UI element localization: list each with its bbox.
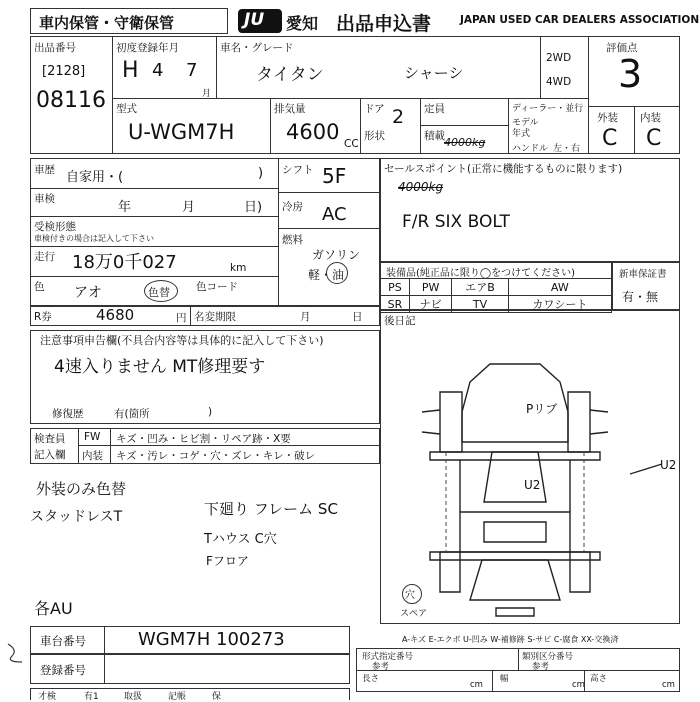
interior-items: キズ・汚レ・コゲ・穴・ズレ・キレ・破レ [116,450,316,462]
doors-label: ドア [364,103,385,115]
inspector-entry-label: 記入欄 [34,449,66,461]
logo-mark: JU [244,10,265,30]
class-ref-label: 参考 [532,662,550,672]
first-reg-month: 7 [186,60,198,81]
divider [540,36,541,98]
inspection-month: 月 [182,200,196,215]
divider [112,36,113,154]
model-name-label: 車名・グレード [220,42,294,54]
spare-circle [402,584,422,604]
chassis-value: WGM7H 100273 [138,629,285,650]
color-change: 色替 [148,286,170,299]
bottom-row [30,688,350,700]
lot-code: [2128] [42,64,86,79]
later-note-label: 後日記 [384,315,416,327]
divider [278,228,380,229]
divider [112,98,588,99]
sales-point-value: F/R SIX BOLT [402,212,510,232]
bottom-cell-5: 保 [212,692,222,702]
score-label: 評価点 [606,42,638,54]
divider [110,428,111,464]
reg-deadline-day: 日 [352,311,363,323]
equipment-label: 装備品(純正品に限り◯をつけてください) [386,268,575,279]
bottom-cell-3: 取扱 [124,692,143,702]
inspector-note-3: 下廻り フレーム SC [204,500,338,518]
displacement-unit: CC [344,138,359,150]
sales-point-struck: 4000kg [398,180,444,194]
model-year-label: モデル [512,118,539,128]
divider [78,428,79,464]
ext-grade: C [602,126,618,151]
drive-4wd: 4WD [546,76,572,88]
divider [588,36,589,154]
recycle-value: 4680 [96,306,135,324]
divider [420,125,508,126]
fuel-option: 軽・油 [308,268,345,282]
warranty-label: 新車保証書 [619,269,667,280]
width-unit: cm [572,680,585,690]
handle-label: ハンドル [512,144,549,154]
color-value: アオ [74,285,102,301]
cab-front [430,452,600,460]
first-reg-year: 4 [152,60,164,81]
height-label: 高さ [590,674,608,684]
inspection-label: 車検 [34,193,55,205]
equipment-table [380,278,612,313]
displacement-label: 排気量 [274,103,306,115]
doors-value: 2 [392,106,405,128]
int-grade: C [646,126,662,151]
sales-point-label: セールスポイント(正常に機能するものに限ります) [384,163,623,175]
equip-sr: SR [381,296,410,313]
divider [634,106,635,154]
spare-label: スペア [400,609,428,619]
repair-label: 修復歴 [52,408,84,420]
car-left-front [440,392,462,452]
left-title-box [30,8,228,34]
reg-deadline-label: 名変期限 [194,311,236,323]
car-body [460,512,570,552]
inspector-label: 検査員 [34,433,66,445]
capacity-label: 定員 [424,103,445,115]
english-title: JAPAN USED CAR DEALERS ASSOCIATION [460,14,700,26]
divider [104,654,105,684]
aircon-label: 冷房 [282,201,303,213]
drive-2wd: 2WD [546,52,572,64]
dealer-label: ディーラー・並行 [512,104,584,114]
car-rear [470,560,560,600]
model-code-label: 型式 [116,103,137,115]
history-close: ) [258,166,264,181]
mileage-label: 走行 [34,251,55,263]
ext-label: 外装 [597,112,618,124]
load-value: 4000kg [444,136,486,149]
width-label: 幅 [500,674,509,684]
status-label: 受検形態 [34,221,76,233]
month-unit: 月 [202,89,212,99]
class-number-label: 類別区分番号 [522,652,574,662]
divider [584,670,585,692]
divider [278,158,279,306]
aircon-value: AC [322,204,347,225]
divider [492,670,493,692]
divider [360,98,361,154]
shift-label: シフト [282,164,314,176]
inspection-year: 年 [118,200,132,215]
left-title: 車内保管・守衛保管 [39,14,175,32]
history-value: 自家用・( [66,170,124,185]
equip-airbag: エアB [452,279,508,296]
fuel-circle [326,262,348,284]
inspector-note-4: Tハウス C穴 [204,532,277,547]
model-grade: シャーシ [404,64,464,82]
history-label: 車歴 [34,164,55,176]
color-code-label: 色コード [196,281,238,293]
divider [420,98,421,154]
model-code: U-WGM7H [128,120,235,144]
fuel-label: 燃料 [282,234,303,246]
inspector-note-5: Fフロア [206,554,249,568]
equip-tv: TV [452,296,508,313]
repair-close: ) [208,406,213,418]
color-change-circle [144,280,178,302]
lot-label: 出品番号 [34,42,76,54]
diagram-label-mid: U2 [524,478,541,492]
fw-label: FW [84,431,101,443]
repair-value: 有(箇所 [114,408,150,420]
color-label: 色 [34,281,45,293]
equip-ps: PS [381,279,410,296]
equip-leather: カワシート [508,296,611,313]
divider [356,670,680,671]
divider [30,246,278,247]
ju-logo [238,9,282,33]
divider [30,188,278,189]
lot-number: 08116 [36,88,106,113]
notes-text: 4速入りません MT修理要す [54,357,266,377]
car-diagram [400,352,630,622]
shift-value: 5F [322,164,347,188]
divider [518,648,519,670]
side-pointer [628,460,664,478]
reg-number-label: 登録番号 [40,663,86,677]
warranty-value: 有・無 [622,290,659,304]
notes-label: 注意事項申告欄(不具合内容等は具体的に記入して下さい) [40,334,324,347]
divider [104,626,105,654]
divider [278,192,380,193]
equip-navi: ナビ [409,296,451,313]
bottom-cell-4: 記帳 [168,692,187,702]
handle-options: 左・右 [553,144,581,154]
form-ref-label: 参考 [372,662,390,672]
int-label: 内装 [640,112,661,124]
spare-circle-mark: 穴 [405,590,415,601]
bottom-cell-1: 才検 [38,692,57,702]
diagram-label-side: U2 [660,458,677,472]
damage-legend: A-キズ E-エクボ U-凹み W-補修跡 S-サビ C-腐食 XX-交換済 [402,635,619,644]
fw-items: キズ・凹み・ヒビ割・リペア跡・X要 [116,433,291,445]
recycle-unit: 円 [176,312,187,324]
divider [30,276,278,277]
margin-mark [4,640,28,666]
first-reg-label: 初度登録年月 [116,42,179,54]
displacement-value: 4600 [286,120,340,144]
bottom-cell-2: 有1 [84,692,99,702]
chassis-label: 車台番号 [40,634,86,648]
first-reg-era: H [122,58,139,83]
car-right-front [568,392,590,452]
year-label: 年式 [512,129,531,139]
equip-pw: PW [409,279,451,296]
inspection-day: 日) [244,200,263,215]
form-number-label: 形式指定番号 [362,652,414,662]
diagram-label-top: Pリブ [526,402,558,416]
fuel-value: ガソリン [312,248,361,262]
mileage-unit: km [230,262,247,274]
model-name: タイタン [256,65,324,85]
interior-label: 内装 [82,450,103,462]
shape-label: 形状 [364,130,385,142]
score-value: 3 [618,52,643,96]
status-note: 車検付きの場合は記入して下さい [34,234,154,243]
load-label: 積載 [424,130,445,142]
length-label: 長さ [362,674,380,684]
height-unit: cm [662,680,675,690]
divider [216,36,217,98]
length-unit: cm [470,680,483,690]
inspector-note-2: スタッドレスT [30,509,123,525]
recycle-label: R券 [34,311,52,323]
logo-text: 愛知 [286,14,319,33]
inspector-note-1: 外装のみ色替 [36,480,127,498]
divider [30,216,278,217]
reg-deadline-month: 月 [300,311,311,323]
divider [270,98,271,154]
inspector-note-6: 各AU [34,599,73,618]
mileage-value: 18万0千027 [72,252,177,273]
sheet-title: 出品申込書 [336,13,432,35]
equip-aw: AW [508,279,611,296]
divider [508,98,509,154]
divider [190,306,191,326]
